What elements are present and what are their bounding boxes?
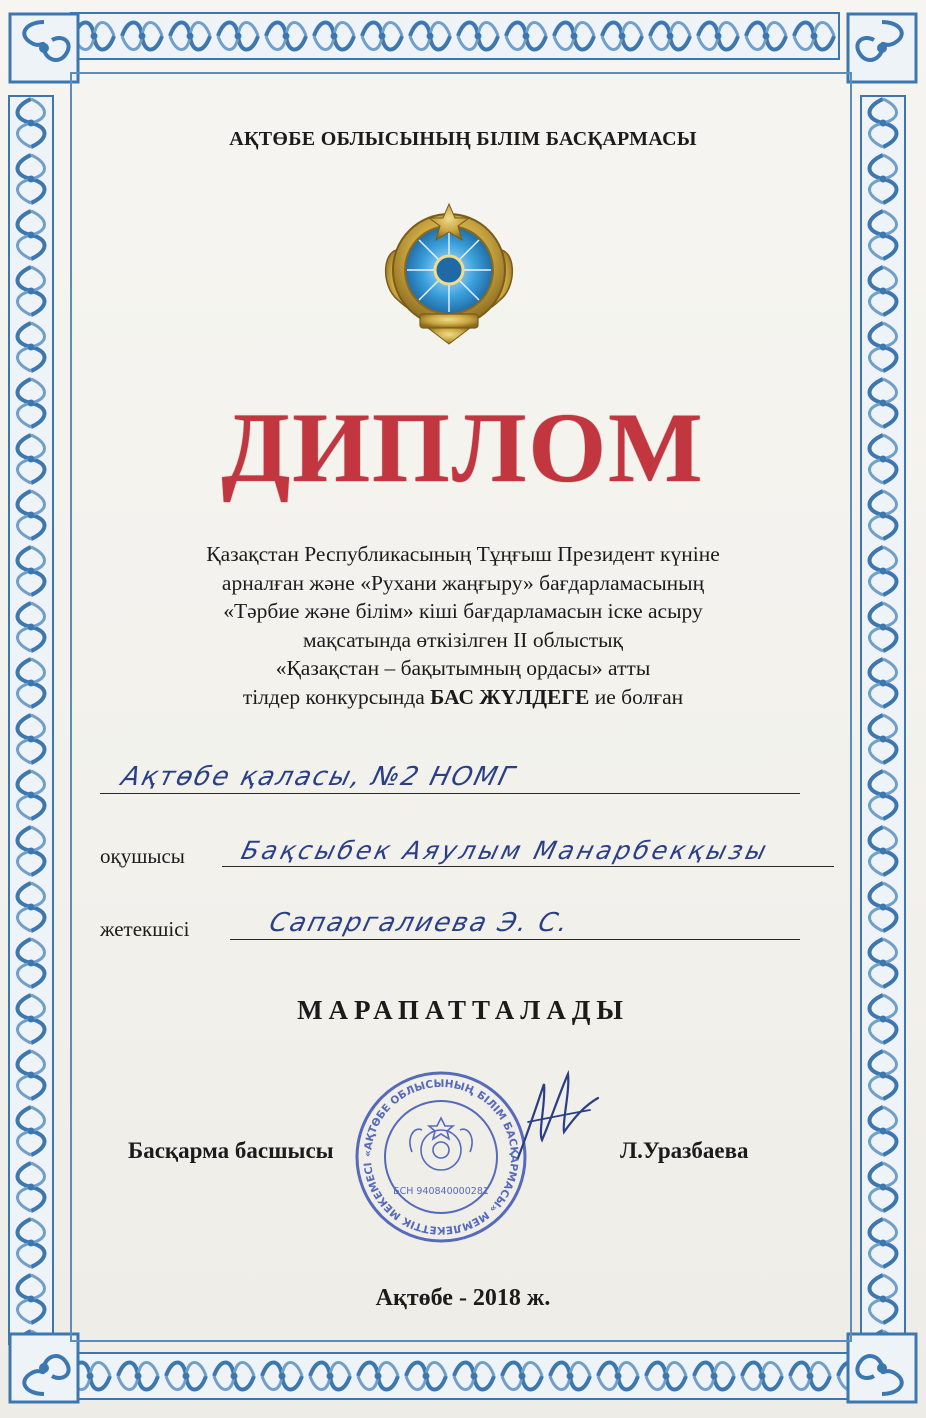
kazakhstan-state-emblem-icon [378, 188, 520, 348]
body-line-prefix: тілдер конкурсында [242, 684, 431, 709]
signatory-role: Басқарма басшысы [128, 1138, 334, 1163]
school-handwritten-value: Ақтөбе қаласы, №2 НОМГ [118, 762, 519, 792]
school-field [100, 760, 800, 800]
body-line: Қазақстан Республикасының Тұңғыш Президент күніне [206, 542, 720, 566]
award-statement: МАРАПАТТАЛАДЫ [297, 995, 629, 1025]
stamp-bin-text: БСН 940840000281 [393, 1186, 489, 1197]
student-handwritten-value: Бақсыбек Аяулым Манарбекқызы [238, 836, 773, 865]
ornament-border-bottom [66, 1352, 866, 1400]
mentor-handwritten-value: Сапаргалиева Э. С. [266, 908, 573, 938]
student-field [100, 833, 840, 873]
stamp-outer-text: «АҚТӨБЕ ОБЛЫСЫНЫҢ БІЛІМ БАСҚАРМАСЫ» МЕМЛЕКЕТТІК МЕКЕМЕСІ [361, 1077, 521, 1237]
place-and-date: Ақтөбе - 2018 ж. [375, 1285, 551, 1311]
main-prize-text: БАС ЖҮЛДЕГЕ [430, 684, 590, 709]
mentor-label: жетекшісі [100, 917, 190, 941]
body-line: мақсатында өткізілген II облыстық [302, 627, 623, 652]
body-line: «Тәрбие және білім» кіші бағдарламасын іске асыру [223, 599, 703, 623]
body-line: арналған және «Рухани жаңғыру» бағдарламасының [221, 570, 705, 595]
fill-line [222, 866, 834, 867]
body-line [90, 683, 836, 712]
organization-title: АҚТӨБЕ ОБЛЫСЫНЫҢ БІЛІМ БАСҚАРМАСЫ [229, 128, 697, 150]
handwritten-signature-icon [498, 1062, 608, 1172]
body-line: «Қазақстан – бақытымның ордасы» атты [275, 656, 651, 680]
mentor-field [100, 906, 800, 946]
corner-ornament-icon [842, 8, 922, 88]
body-line-suffix: ие болған [589, 684, 684, 709]
ornament-border-top [70, 12, 840, 60]
corner-ornament-icon [842, 1328, 922, 1408]
ornament-border-right [860, 95, 906, 1345]
ornament-border-left [8, 95, 54, 1345]
student-label: оқушысы [100, 844, 185, 868]
diploma-title: ДИПЛОМ [221, 392, 705, 503]
fill-line [100, 793, 800, 794]
diploma-body-text [90, 540, 836, 711]
signatory-name: Л.Уразбаева [620, 1138, 749, 1163]
fill-line [230, 939, 800, 940]
